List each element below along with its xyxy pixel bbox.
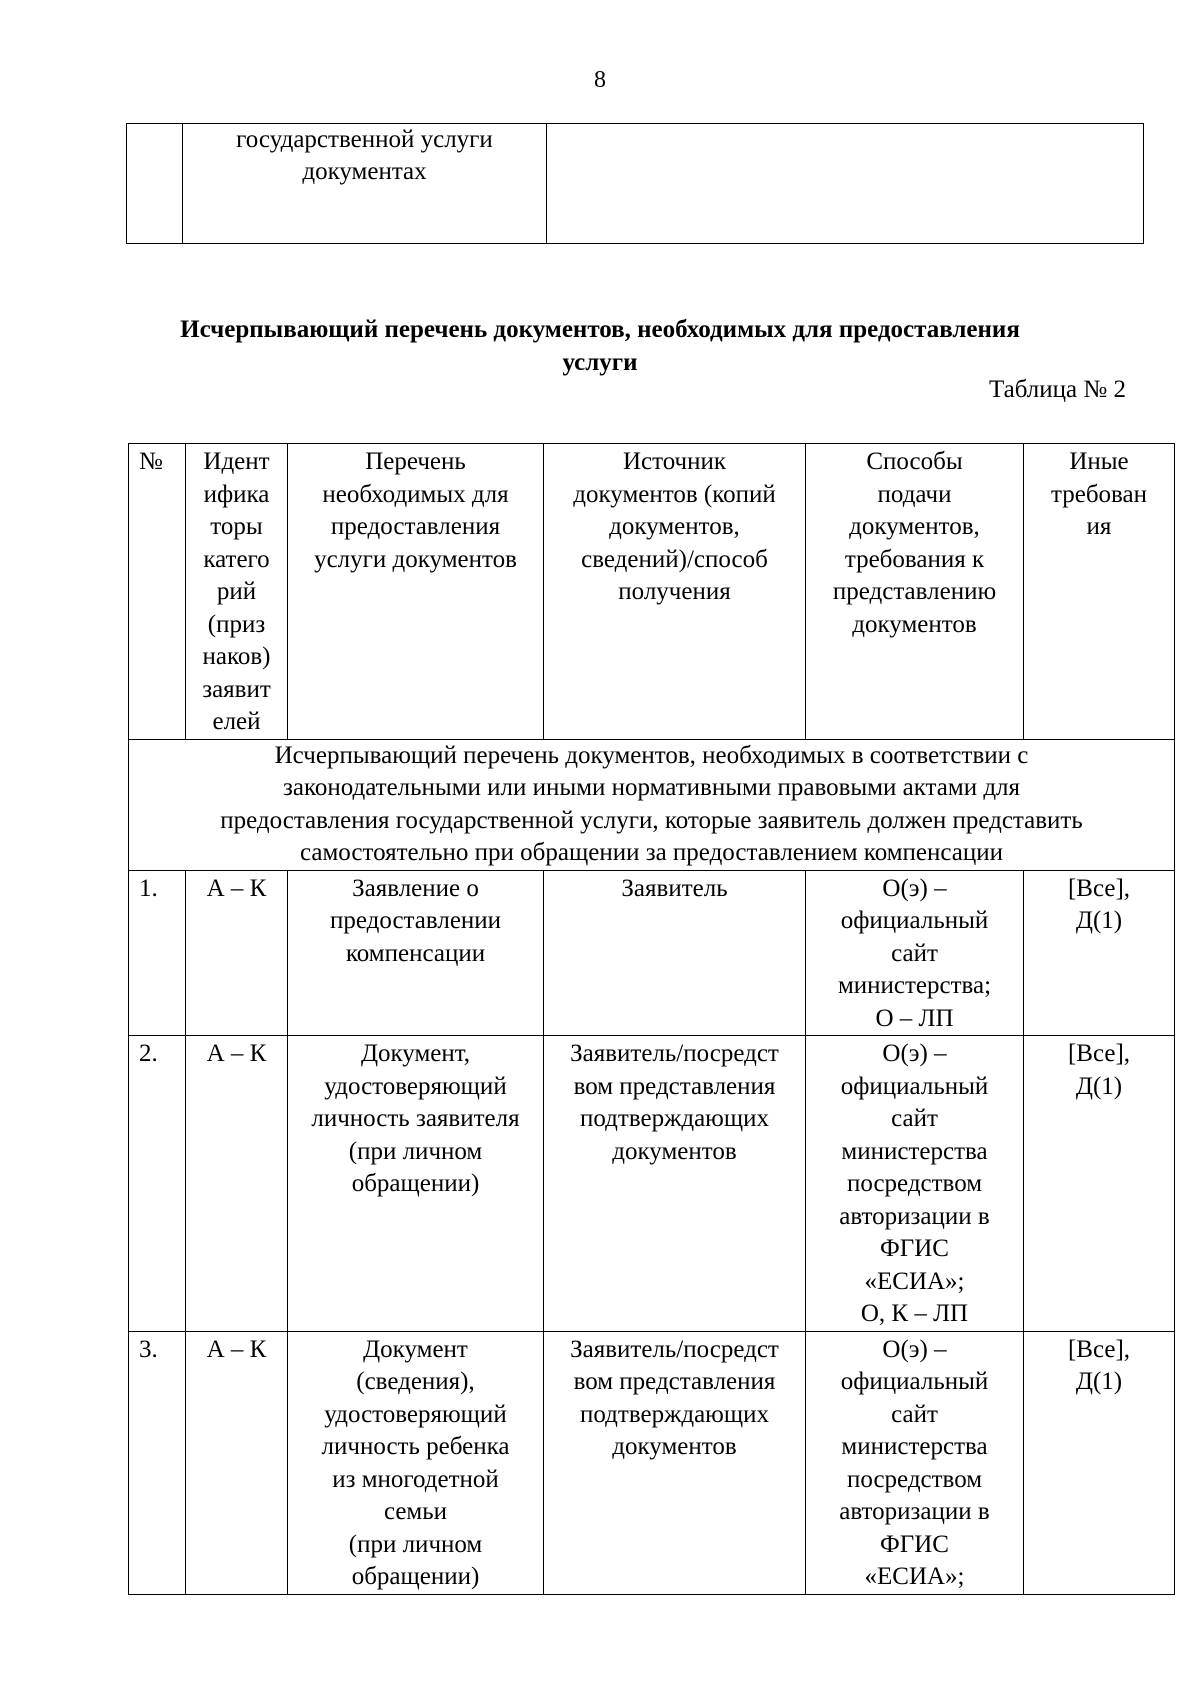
table-cell	[547, 124, 1144, 244]
title-line: услуги	[562, 349, 638, 376]
cell-line: Заявитель/посредст	[570, 1335, 779, 1363]
cell-line: документов (копий	[573, 480, 776, 508]
row-number: 2.	[129, 1036, 186, 1332]
cell-line: ия	[1086, 513, 1112, 540]
cell-line: Д(1)	[1075, 1072, 1123, 1100]
cell-text	[183, 124, 546, 188]
cell-line: министерства;	[837, 972, 992, 999]
cell-line: документов	[852, 610, 977, 638]
cell-line: Д(1)	[1075, 1368, 1123, 1395]
section-row-text	[129, 739, 1175, 870]
cell-line: документах	[302, 158, 427, 185]
cell-line: требован	[1051, 480, 1147, 508]
cell-line: заявит	[202, 675, 271, 703]
cell-line: сайт	[891, 1400, 938, 1428]
cell-line: документов,	[849, 513, 980, 540]
cell-line: ифика	[203, 480, 270, 508]
cell-line: ФГИС	[880, 1530, 949, 1558]
cell-line: торы	[210, 513, 263, 540]
cell-line: катего	[203, 545, 270, 573]
row-other	[1024, 1331, 1175, 1594]
cell-line: услуги документов	[314, 545, 517, 573]
cell-line: сайт	[891, 939, 938, 967]
row-method	[806, 870, 1024, 1036]
header-num: №	[129, 444, 186, 740]
row-source	[544, 870, 806, 1036]
cell-line: обращении)	[351, 1170, 480, 1197]
cell-line: вом представления	[573, 1368, 776, 1395]
cell-line: законодательными или иными нормативными правовыми актами для	[282, 774, 1021, 801]
cell-line: наков)	[202, 643, 271, 670]
cell-line: сайт	[891, 1105, 938, 1132]
cell-line: подачи	[877, 480, 952, 508]
cell-line: Заявление о	[352, 874, 479, 902]
row-method	[806, 1036, 1024, 1332]
header-row	[129, 444, 1175, 740]
cell-line: Идент	[203, 448, 270, 475]
cell-line: семьи	[383, 1498, 448, 1525]
cell-line: О(э) –	[882, 1335, 947, 1363]
cell-line: (при личном	[348, 1137, 483, 1165]
cell-line: елей	[212, 708, 261, 735]
cell-line: документов	[612, 1433, 737, 1460]
cell-line: получения	[618, 578, 731, 605]
cell-line: представлению	[832, 578, 997, 605]
cell-line: предоставлении	[329, 907, 502, 934]
row-other	[1024, 1036, 1175, 1332]
cell-line: официальный	[840, 1072, 989, 1100]
row-source	[544, 1036, 806, 1332]
cell-line: Документ	[363, 1335, 468, 1363]
header-source	[544, 444, 806, 740]
header-methods	[806, 444, 1024, 740]
row-method	[806, 1331, 1024, 1594]
cell-line: удостоверяющий	[324, 1072, 507, 1100]
cell-line: Заявитель	[621, 874, 728, 902]
continuation-table	[126, 123, 1144, 244]
table-row	[129, 870, 1175, 1036]
cell-line: предоставления государственной услуги, которые заявитель должен представить	[220, 806, 1083, 834]
cell-line: сведений)/способ	[581, 545, 768, 573]
row-category: А – К	[186, 1331, 288, 1594]
cell-line: Исчерпывающий перечень документов, необходимых в соответствии с	[274, 741, 1029, 769]
cell-line: документов,	[609, 513, 740, 540]
table-row	[129, 1331, 1175, 1594]
cell-line: [Все],	[1067, 1040, 1131, 1067]
cell-line: посредством	[846, 1170, 983, 1197]
cell-line: (приз	[207, 610, 266, 638]
cell-line: О(э) –	[882, 874, 947, 902]
cell-line: государственной услуги	[236, 126, 493, 153]
header-other	[1024, 444, 1175, 740]
cell-line: «ЕСИА»;	[864, 1267, 965, 1295]
cell-line: вом представления	[573, 1072, 776, 1100]
cell-line: (сведения),	[356, 1368, 475, 1395]
cell-line: требования к	[844, 545, 985, 573]
cell-line: О – ЛП	[875, 1004, 954, 1032]
row-other	[1024, 870, 1175, 1036]
cell-line: авторизации в	[839, 1498, 990, 1525]
row-number: 1.	[129, 870, 186, 1036]
cell-line: Источник	[622, 448, 727, 475]
header-identifiers	[186, 444, 288, 740]
cell-line: министерства	[841, 1433, 988, 1460]
cell-line: предоставления	[330, 513, 501, 540]
cell-line: Перечень	[365, 448, 466, 475]
cell-line: официальный	[840, 1368, 989, 1395]
cell-line: самостоятельно при обращении за предоставлением компенсации	[299, 839, 1004, 866]
page-number: 8	[594, 67, 606, 93]
header-documents	[288, 444, 544, 740]
cell-line: обращении)	[351, 1563, 480, 1590]
cell-line: документов	[612, 1137, 737, 1165]
table-row	[127, 124, 1144, 244]
row-number: 3.	[129, 1331, 186, 1594]
title-line: Исчерпывающий перечень документов, необходимых для предоставления	[180, 316, 1020, 343]
table-row	[129, 1036, 1175, 1332]
cell-line: рий	[216, 578, 257, 605]
cell-line: удостоверяющий	[324, 1400, 507, 1428]
table-cell	[127, 124, 183, 244]
cell-line: Способы	[866, 448, 963, 475]
cell-line: «ЕСИА»;	[864, 1563, 965, 1590]
section-row	[129, 739, 1175, 870]
row-document	[288, 1331, 544, 1594]
table-label: Таблица № 2	[988, 376, 1126, 403]
cell-line: необходимых для	[322, 480, 509, 508]
row-document	[288, 870, 544, 1036]
cell-line: Иные	[1069, 448, 1129, 475]
cell-line: из многодетной	[332, 1465, 499, 1493]
cell-line: О, К – ЛП	[860, 1300, 969, 1327]
cell-line: Заявитель/посредст	[570, 1040, 779, 1067]
row-category: А – К	[186, 870, 288, 1036]
cell-line: официальный	[840, 907, 989, 934]
cell-line: личность заявителя	[311, 1105, 520, 1132]
cell-line: подтверждающих	[580, 1400, 769, 1428]
cell-line: Документ,	[360, 1040, 471, 1067]
cell-line: [Все],	[1067, 874, 1131, 902]
cell-line: министерства	[841, 1137, 988, 1165]
cell-line: авторизации в	[839, 1202, 990, 1230]
section-title	[100, 313, 1100, 379]
cell-line: личность ребенка	[321, 1433, 510, 1460]
cell-line: [Все],	[1067, 1335, 1131, 1363]
cell-line: посредством	[846, 1465, 983, 1493]
cell-line: (при личном	[348, 1530, 483, 1558]
cell-line: ФГИС	[880, 1235, 949, 1262]
cell-line: Д(1)	[1075, 907, 1123, 934]
cell-line: подтверждающих	[580, 1105, 769, 1132]
cell-line: О(э) –	[882, 1040, 947, 1067]
cell-line: компенсации	[345, 939, 486, 967]
documents-table	[128, 443, 1175, 1595]
table-cell	[183, 124, 547, 244]
row-document	[288, 1036, 544, 1332]
row-category: А – К	[186, 1036, 288, 1332]
row-source	[544, 1331, 806, 1594]
